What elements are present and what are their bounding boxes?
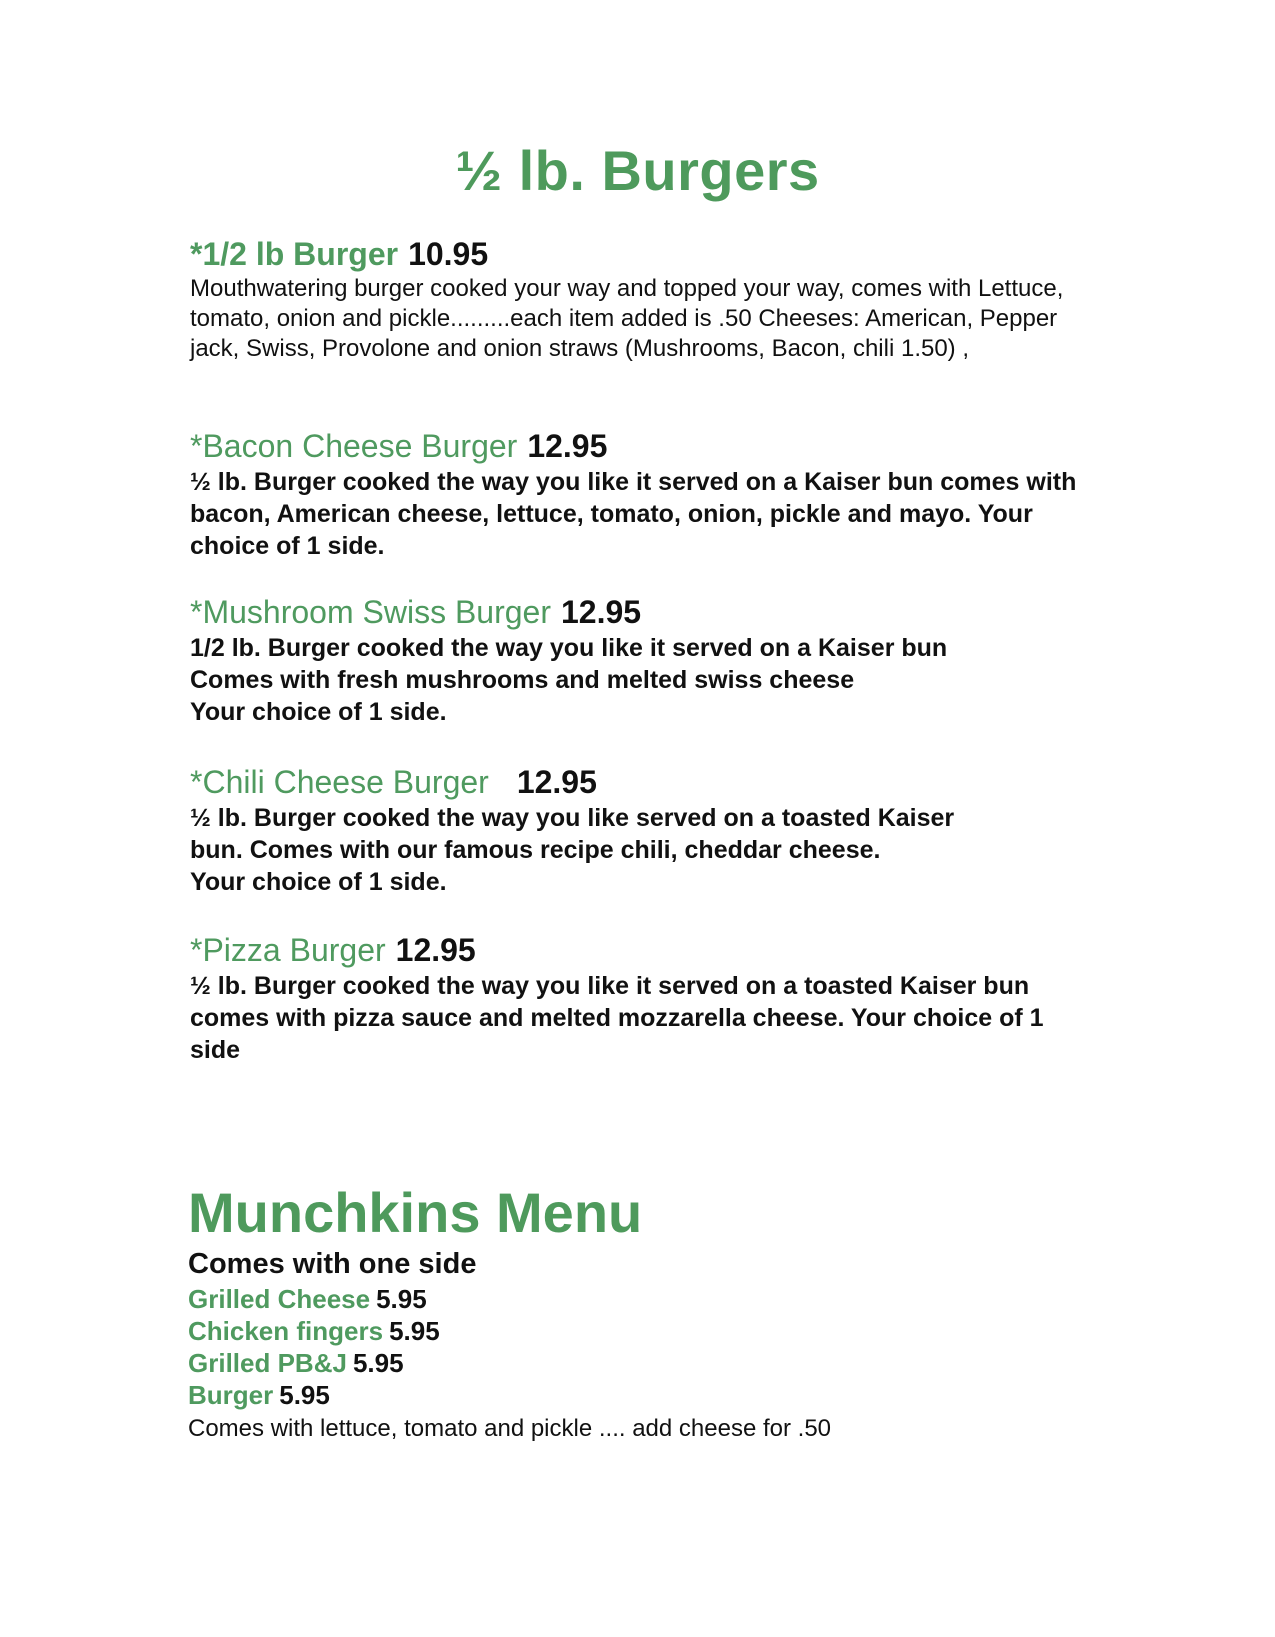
kids-item-name: Grilled PB&J (188, 1348, 347, 1378)
page-title: ½ lb. Burgers (455, 139, 820, 202)
kids-item-price: 5.95 (376, 1284, 427, 1314)
kids-item (188, 1347, 1088, 1379)
item-heading (190, 932, 1090, 968)
munchkins-subtitle: Comes with one side (188, 1248, 477, 1280)
kids-item-price: 5.95 (389, 1316, 440, 1346)
item-name: *Chili Cheese Burger (190, 764, 489, 800)
item-description-line: Your choice of 1 side. (190, 868, 447, 896)
item-price: 12.95 (395, 932, 476, 968)
item-heading (190, 236, 1090, 272)
menu-item-half-lb-burger (190, 236, 1090, 364)
item-heading (190, 428, 1090, 464)
item-description-line: Comes with fresh mushrooms and melted swiss cheese (190, 666, 855, 694)
kids-item-price: 5.95 (352, 1348, 404, 1378)
munchkins-menu-title: Munchkins Menu (188, 1181, 643, 1244)
munchkins-note: Comes with lettuce, tomato and pickle .... add cheese for .50 (188, 1415, 832, 1442)
item-heading (190, 594, 1090, 630)
item-description: Mouthwatering burger cooked your way and topped your way, comes with Lettuce, tomato, onion and pickle.........each item added is .50 Cheeses: American, Pepper jack, Swiss, Provolone and onion straws (Mushrooms, Bacon, chili 1.50) , (190, 275, 1064, 362)
item-description-line: bun. Comes with our famous recipe chili, cheddar cheese. (190, 836, 881, 864)
kids-item (188, 1315, 1088, 1347)
item-price: 12.95 (561, 594, 642, 630)
item-price: 10.95 (408, 236, 489, 272)
kids-item-price: 5.95 (279, 1380, 330, 1410)
item-name: *1/2 lb Burger (190, 236, 399, 272)
menu-item-mushroom-swiss-burger (190, 594, 1090, 728)
kids-item (188, 1379, 1088, 1411)
item-description-line: ½ lb. Burger cooked the way you like served on a toasted Kaiser (190, 804, 955, 832)
menu-item-pizza-burger (190, 932, 1090, 1066)
item-description-line: 1/2 lb. Burger cooked the way you like it served on a Kaiser bun (190, 634, 948, 662)
kids-item-name: Chicken fingers (188, 1316, 384, 1346)
kids-item-name: Grilled Cheese (188, 1284, 371, 1314)
item-name: *Mushroom Swiss Burger (190, 594, 551, 630)
kids-item-name: Burger (188, 1380, 274, 1410)
munchkins-menu (188, 1247, 1088, 1445)
kids-item (188, 1283, 1088, 1315)
menu-item-bacon-cheese-burger (190, 428, 1090, 562)
item-price: 12.95 (527, 428, 608, 464)
item-description: ½ lb. Burger cooked the way you like it served on a Kaiser bun comes with bacon, American cheese, lettuce, tomato, onion, pickle and mayo. Your choice of 1 side. (190, 468, 1077, 560)
item-description: ½ lb. Burger cooked the way you like it served on a toasted Kaiser bun comes with pizza sauce and melted mozzarella cheese. Your choice of 1 side (190, 972, 1044, 1064)
item-price: 12.95 (516, 764, 597, 800)
item-description-line: Your choice of 1 side. (190, 698, 447, 726)
item-heading (190, 764, 1090, 800)
item-name: *Bacon Cheese Burger (190, 428, 518, 464)
menu-item-chili-cheese-burger (190, 764, 1090, 898)
item-name: *Pizza Burger (190, 932, 386, 968)
